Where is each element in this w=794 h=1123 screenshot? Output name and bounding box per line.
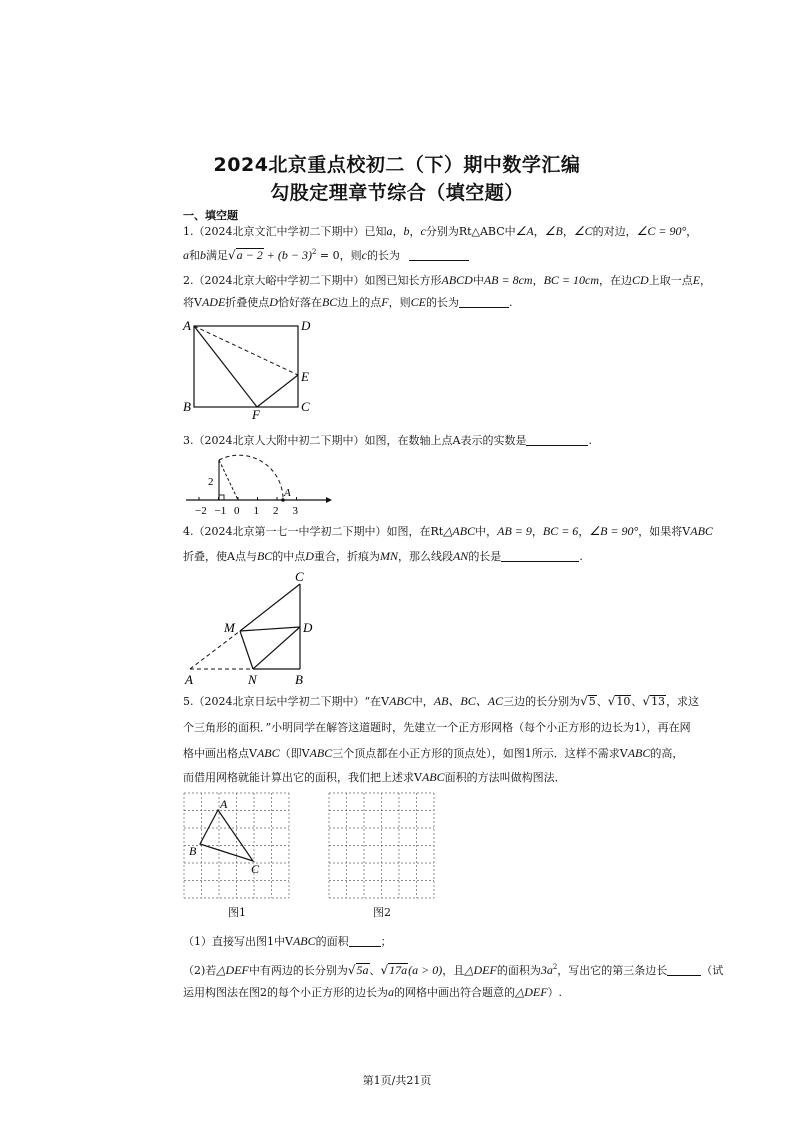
q5-sub2: （2)若△DEF中有两边的长分别为√5a、√17a(a > 0)，且△DEF的面积为$3a^2$，写出它的第三条边长 （试: [183, 963, 724, 977]
page-number: 第1页/共21页: [362, 1074, 432, 1087]
label-n: N: [248, 672, 257, 687]
q4-line2: 折叠，使A点与BC的中点D重合，折痕为MN，那么线段AN的长是 .: [183, 549, 583, 563]
page-title: 2024北京重点校初二（下）期中数学汇编: [213, 154, 581, 176]
q2-line1: 2.（2024北京大峪中学初二下期中）如图已知长方形ABCD中AB = 8cm，BC = 10cm，在边CD上取一点E，: [183, 273, 712, 287]
label-c: C: [295, 569, 304, 584]
segment-nd: [253, 627, 300, 669]
arc-dashed: [219, 455, 283, 500]
point-a-label: A: [284, 487, 291, 499]
label-c: C: [301, 399, 310, 414]
q1-answer-blank[interactable]: [409, 249, 469, 261]
label-a: A: [185, 672, 193, 687]
rectangle-abcd: [194, 326, 298, 407]
tick-label: 1: [253, 505, 259, 517]
segment-af: [194, 326, 257, 407]
crease-mn: [240, 631, 253, 669]
triangle-abc: [200, 810, 253, 861]
label-d: D: [303, 620, 313, 635]
segment-mc: [240, 584, 300, 631]
right-angle-mark: [219, 495, 224, 500]
label-f: F: [252, 407, 260, 422]
q5-line3: 格中画出格点VABC（即VABC三个顶点都在小正方形的顶点处），如图1所示．这样不需求VABC的高，: [183, 746, 684, 760]
label-d: D: [301, 318, 311, 333]
q4-figure: [180, 570, 330, 688]
q2-figure: [180, 318, 320, 423]
q5-line2: 个三角形的面积．”小明同学在解答这道题时，先建立一个正方形网格（每个小正方形的边长为1），再在网: [183, 721, 691, 734]
segment-am-dashed: [190, 631, 240, 669]
q3-number-line-figure: [180, 452, 340, 518]
fig2-caption: 图2: [373, 906, 391, 919]
q4-answer-blank[interactable]: [501, 550, 579, 562]
q5-sub3: 运用构图法在图2的每个小正方形的边长为a的网格中画出符合题意的△DEF）.: [183, 985, 563, 999]
label-a: A: [183, 318, 191, 333]
label-a: A: [220, 797, 228, 811]
tick-label: −1: [214, 505, 227, 517]
label-b: B: [189, 844, 197, 858]
q1-line2: a和b满足$√a - 2 + (b - 3)^2 = 0$，则c的长为: [183, 245, 469, 263]
label-m: M: [224, 620, 235, 635]
q4-line1: 4.（2024北京第一七一中学初二下期中）如图，在Rt△ABC中，AB = 9，BC = 6，∠B = 90°，如果将VABC: [183, 524, 713, 538]
tick-label: 2: [273, 505, 279, 517]
q5-sub1-blank[interactable]: [349, 935, 381, 947]
q1-line1: 1.（2024北京文汇中学初二下期中）已知a，b，c分别为Rt△ABC中∠A，∠B，∠C的对边，∠C = 90°，: [183, 224, 698, 238]
segment-fe: [257, 375, 298, 407]
segment-md: [240, 627, 300, 631]
segment-ae-dashed: [194, 326, 298, 375]
height-label: 2: [208, 476, 214, 488]
q5-figure1-grid: [183, 792, 291, 898]
q5-line4: 而借用网格就能计算出它的面积，我们把上述求VABC面积的方法叫做构图法．: [183, 770, 566, 784]
tick-label: −2: [195, 505, 207, 517]
fig1-caption: 图1: [228, 906, 246, 919]
q5-line1: 5.（2024北京日坛中学初二下期中）“在VABC中，AB、BC、AC三边的长分别为√5、√10、√13，求这: [183, 694, 700, 708]
label-b: B: [183, 399, 191, 414]
section-heading: 一、填空题: [183, 209, 238, 222]
q2-answer-blank[interactable]: [459, 296, 509, 308]
q2-line2: 将VADE折叠使点D恰好落在BC边上的点F，则CE的长为 .: [183, 295, 513, 309]
axis-arrow: [326, 497, 332, 503]
q5-sub2-blank[interactable]: [667, 964, 701, 976]
hypotenuse-dashed: [219, 460, 238, 500]
label-c: C: [251, 862, 260, 876]
q3-answer-blank[interactable]: [526, 434, 588, 446]
q5-figure2-grid: [328, 792, 436, 898]
page-subtitle: 勾股定理章节综合（填空题）: [270, 182, 524, 204]
label-e: E: [301, 369, 309, 384]
q3-line1: 3.（2024北京人大附中初二下期中）如图，在数轴上点A表示的实数是 .: [183, 434, 592, 447]
label-b: B: [295, 672, 303, 687]
q5-sub1: （1）直接写出图1中VABC的面积 ；: [183, 934, 392, 948]
tick-label: 0: [234, 505, 240, 517]
tick-label: 3: [292, 505, 298, 517]
